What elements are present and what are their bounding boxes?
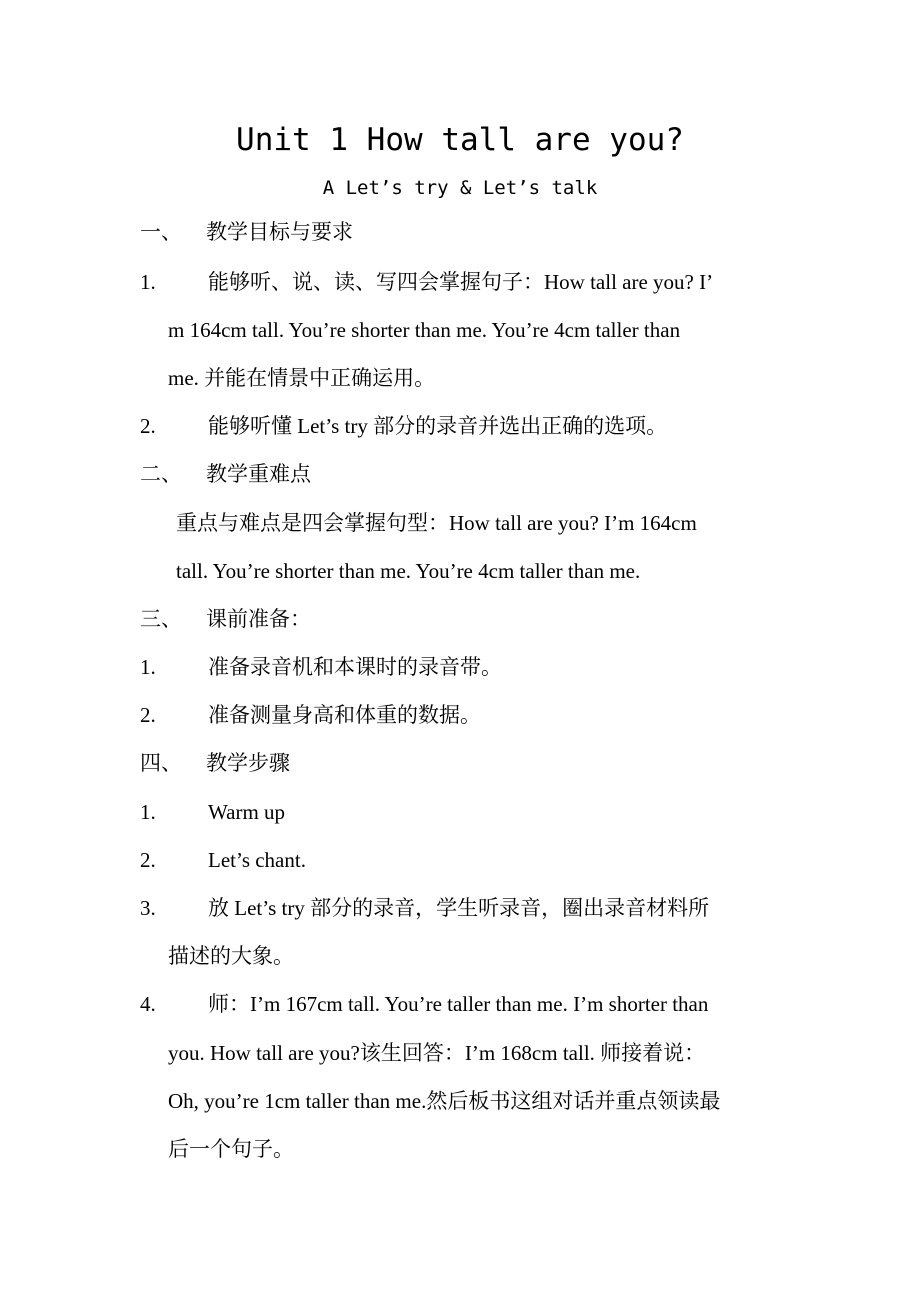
section-1-item-2-line-1: 能够听懂 Let’s try 部分的录音并选出正确的选项。: [208, 414, 668, 438]
section-4-item-4-line-4: 后一个句子。: [168, 1137, 294, 1161]
section-1-item-1-number: 1.: [140, 270, 156, 294]
section-1-marker: 一、: [140, 220, 182, 244]
section-4-item-4-line-1: 师：I’m 167cm tall. You’re taller than me. I’m shorter than: [208, 992, 709, 1016]
section-4-item-4-number: 4.: [140, 992, 156, 1016]
section-4-item-3-line-2: 描述的大象。: [168, 944, 294, 968]
section-2-marker: 二、: [140, 462, 182, 486]
section-4-item-4-line-2: you. How tall are you?该生回答：I’m 168cm tall. 师接着说：: [168, 1041, 706, 1065]
section-3-marker: 三、: [140, 607, 182, 631]
section-4-item-2-number: 2.: [140, 848, 156, 872]
section-4-item-4-line-3: Oh, you’re 1cm taller than me.然后板书这组对话并重点领读最: [168, 1089, 721, 1113]
section-1-item-1-line-3: me. 并能在情景中正确运用。: [168, 366, 436, 390]
document-subtitle: A Let’s try & Let’s talk: [322, 177, 598, 199]
section-3-item-2-line-1: 准备测量身高和体重的数据。: [208, 703, 481, 727]
section-3-item-1-line-1: 准备录音机和本课时的录音带。: [208, 655, 502, 679]
section-4-item-1-line-1: Warm up: [208, 800, 286, 824]
section-2-paragraph-line-2: tall. You’re shorter than me. You’re 4cm taller than me.: [176, 559, 641, 583]
section-4-item-3-line-1: 放 Let’s try 部分的录音，学生听录音，圈出录音材料所: [208, 896, 710, 920]
section-1-item-2-number: 2.: [140, 414, 156, 438]
section-2-heading: 教学重难点: [206, 462, 311, 486]
section-1-heading: 教学目标与要求: [206, 220, 353, 244]
section-1-item-1-line-1: 能够听、说、读、写四会掌握句子：How tall are you? I’: [208, 270, 714, 294]
section-3-heading: 课前准备：: [206, 607, 311, 631]
document-title: Unit 1 How tall are you?: [236, 122, 684, 158]
section-4-item-2-line-1: Let’s chant.: [208, 848, 306, 872]
section-3-item-1-number: 1.: [140, 655, 156, 679]
section-4-marker: 四、: [140, 751, 182, 775]
section-3-item-2-number: 2.: [140, 703, 156, 727]
section-1-item-1-line-2: m 164cm tall. You’re shorter than me. You’re 4cm taller than: [168, 318, 681, 342]
section-4-item-1-number: 1.: [140, 800, 156, 824]
section-4-item-3-number: 3.: [140, 896, 156, 920]
section-4-heading: 教学步骤: [206, 751, 290, 775]
section-2-paragraph-line-1: 重点与难点是四会掌握句型：How tall are you? I’m 164cm: [176, 511, 697, 535]
